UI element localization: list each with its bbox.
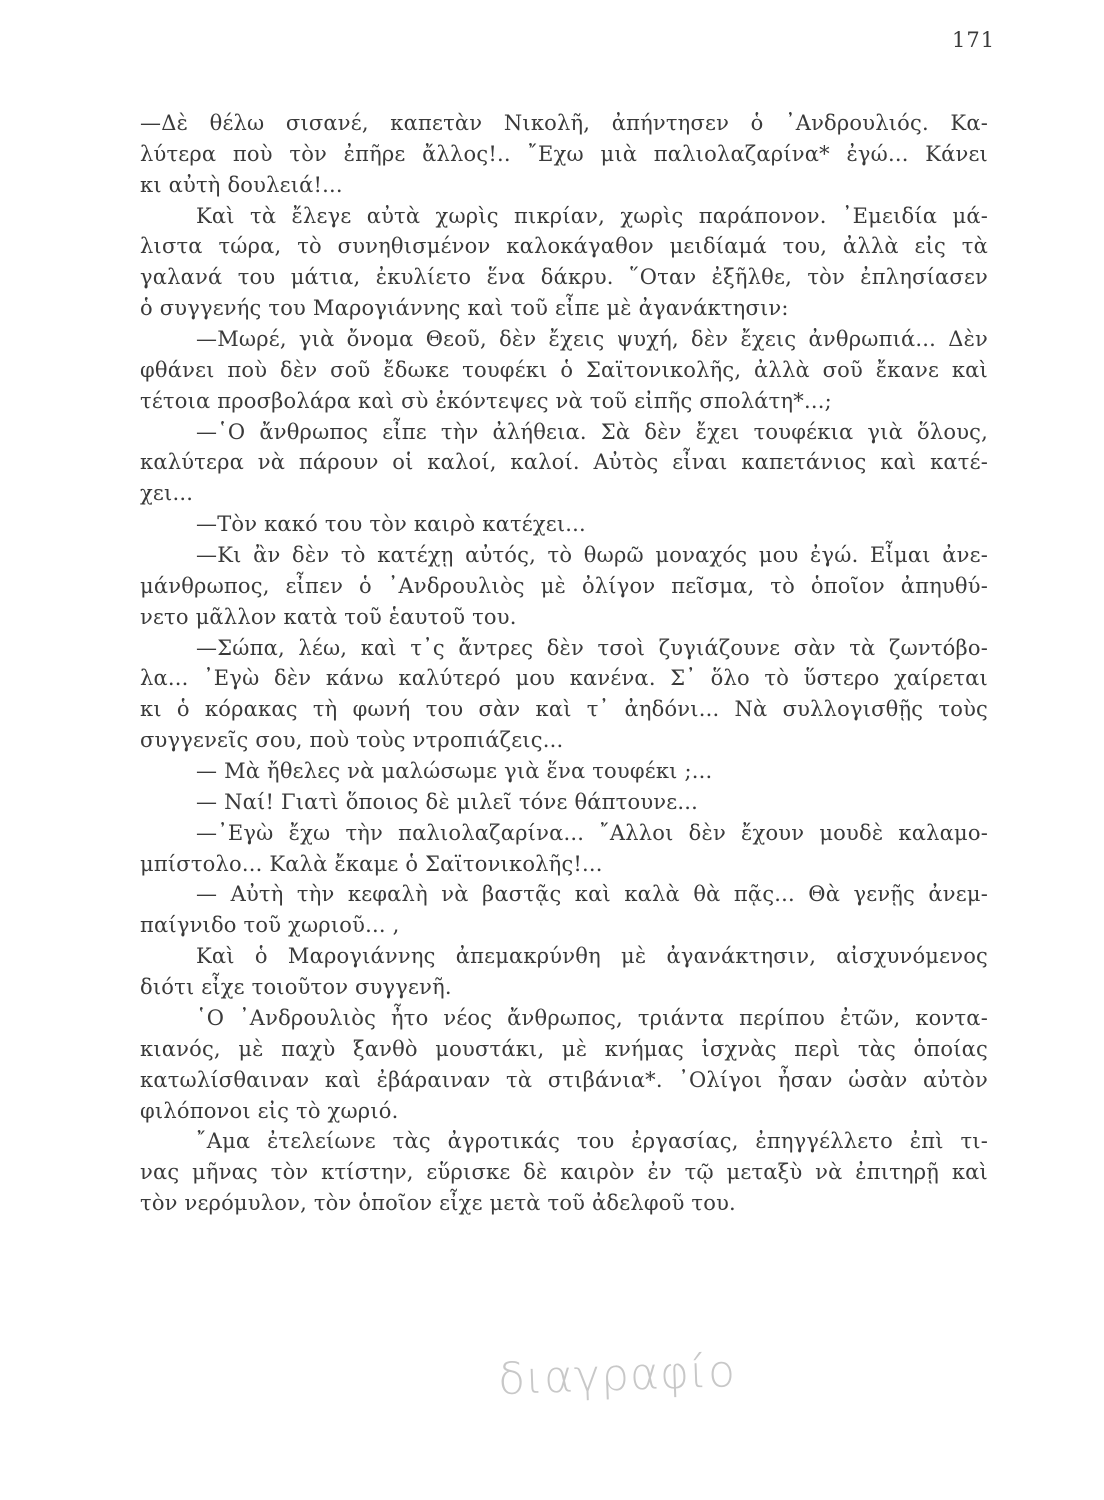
text-line: τὸν νερόμυλον, τὸν ὁποῖον εἶχε μετὰ τοῦ ἀδελφοῦ του.	[140, 1191, 736, 1216]
text-line: Καὶ ὁ Μαρογιάννης ἀπεμακρύνθη μὲ ἀγανάκτησιν, αἰσχυνόμενος	[196, 944, 988, 969]
text-line: τέτοια προσβολάρα καὶ σὺ ἐκόντεψες νὰ τοῦ εἰπῆς σπολάτη*...;	[140, 388, 832, 413]
text-line: ῎Αμα ἐτελείωνε τὰς ἀγροτικάς του ἐργασίας, ἐπηγγέλλετο ἐπὶ τι-	[196, 1129, 988, 1154]
text-line: κατωλίσθαιναν καὶ ἐβάραιναν τὰ στιβάνια*. ᾿Ολίγοι ἦσαν ὡσὰν αὐτὸν	[140, 1067, 988, 1092]
page-number: 171	[952, 28, 996, 52]
text-line: Καὶ τὰ ἔλεγε αὐτὰ χωρὶς πικρίαν, χωρὶς παράπονον. ᾿Εμειδία μά-	[196, 203, 988, 228]
text-line: —Δὲ θέλω σισανέ, καπετὰν Νικολῆ, ἀπήντησεν ὁ ᾿Ανδρουλιός. Κα-	[140, 111, 988, 135]
text-line: διότι εἶχε τοιοῦτον συγγενῆ.	[140, 975, 452, 1000]
text-line: μπίστολο... Καλὰ ἔκαμε ὁ Σαϊτονικολῆς!...	[140, 851, 603, 876]
text-line: καλύτερα νὰ πάρουν οἱ καλοί, καλοί. Αὐτὸς εἶναι καπετάνιος καὶ κατέ-	[140, 450, 988, 475]
text-line: λιστα τώρα, τὸ συνηθισμένον καλοκάγαθον μειδίαμά του, ἀλλὰ εἰς τὰ	[140, 234, 988, 259]
text-line: παίγνιδο τοῦ χωριοῦ... ,	[140, 913, 400, 938]
text-line: κι αὐτὴ δουλειά!...	[140, 172, 343, 197]
text-line: κιανός, μὲ παχὺ ξανθὸ μουστάκι, μὲ κνήμας ἰσχνὰς περὶ τὰς ὁποίας	[140, 1036, 988, 1061]
text-line: νετο μᾶλλον κατὰ τοῦ ἑαυτοῦ του.	[140, 604, 517, 629]
text-line: γαλανά του μάτια, ἐκυλίετο ἕνα δάκρυ. ῞Οταν ἐξῆλθε, τὸν ἐπλησίασεν	[140, 265, 988, 290]
text-line: —᾿Εγὼ ἔχω τὴν παλιολαζαρίνα... ῎Αλλοι δὲν ἔχουν μουδὲ καλαμο-	[196, 820, 988, 845]
text-line: μάνθρωπος, εἶπεν ὁ ᾿Ανδρουλιὸς μὲ ὀλίγον πεῖσμα, τὸ ὁποῖον ἀπηυθύ-	[140, 573, 988, 598]
text-line: —Κι ἂν δὲν τὸ κατέχῃ αὐτός, τὸ θωρῶ μοναχός μου ἐγώ. Εἶμαι ἀνε-	[196, 543, 988, 568]
text-line: — Ναί! Γιατὶ ὅποιος δὲ μιλεῖ τόνε θάπτουνε...	[196, 789, 698, 814]
text-line: νας μῆνας τὸν κτίστην, εὕρισκε δὲ καιρὸν ἐν τῷ μεταξὺ νὰ ἐπιτηρῇ καὶ	[140, 1160, 988, 1185]
text-line: φιλόπονοι εἰς τὸ χωριό.	[140, 1098, 399, 1123]
text-line: —῾Ο ἄνθρωπος εἶπε τὴν ἀλήθεια. Σὰ δὲν ἔχει τουφέκια γιὰ ὅλους,	[196, 419, 988, 444]
text-line: ῾Ο ᾿Ανδρουλιὸς ἦτο νέος ἄνθρωπος, τριάντα περίπου ἐτῶν, κοντα-	[196, 1005, 988, 1030]
text-line: —Μωρέ, γιὰ ὄνομα Θεοῦ, δὲν ἔχεις ψυχή, δὲν ἔχεις ἀνθρωπιά... Δὲν	[196, 327, 988, 352]
text-line: — Μὰ ἤθελες νὰ μαλώσωμε γιὰ ἕνα τουφέκι ;...	[196, 759, 713, 784]
text-line: —Σώπα, λέω, καὶ τ᾿ς ἄντρες δὲν τσοὶ ζυγιάζουνε σὰν τὰ ζωντόβο-	[196, 635, 988, 660]
text-line: λύτερα ποὺ τὸν ἐπῆρε ἄλλος!.. ῎Εχω μιὰ παλιολαζαρίνα* ἐγώ... Κάνει	[140, 141, 988, 166]
text-line: κι ὁ κόρακας τὴ φωνή του σὰν καὶ τ᾿ ἀηδόνι... Νὰ συλλογισθῇς τοὺς	[140, 697, 988, 722]
text-line: λα... ᾿Εγὼ δὲν κάνω καλύτερό μου κανένα. Σ᾿ ὅλο τὸ ὕστερο χαίρεται	[140, 666, 988, 691]
text-line: ὁ συγγενής του Μαρογιάννης καὶ τοῦ εἶπε μὲ ἀγανάκτησιν:	[140, 296, 789, 321]
text-line: φθάνει ποὺ δὲν σοῦ ἔδωκε τουφέκι ὁ Σαϊτονικολῆς, ἀλλὰ σοῦ ἔκανε καὶ	[140, 357, 988, 382]
text-line: χει...	[140, 481, 194, 506]
text-line: —Τὸν κακό του τὸν καιρὸ κατέχει...	[196, 512, 586, 537]
handwritten-note: διαγραφίο	[497, 1345, 737, 1406]
text-line: — Αὐτὴ τὴν κεφαλὴ νὰ βαστᾷς καὶ καλὰ θὰ πᾷς... Θὰ γενῇς ἀνεμ-	[196, 882, 988, 907]
body-text	[140, 108, 988, 1219]
text-line: συγγενεῖς σου, ποὺ τοὺς ντροπιάζεις...	[140, 728, 564, 753]
